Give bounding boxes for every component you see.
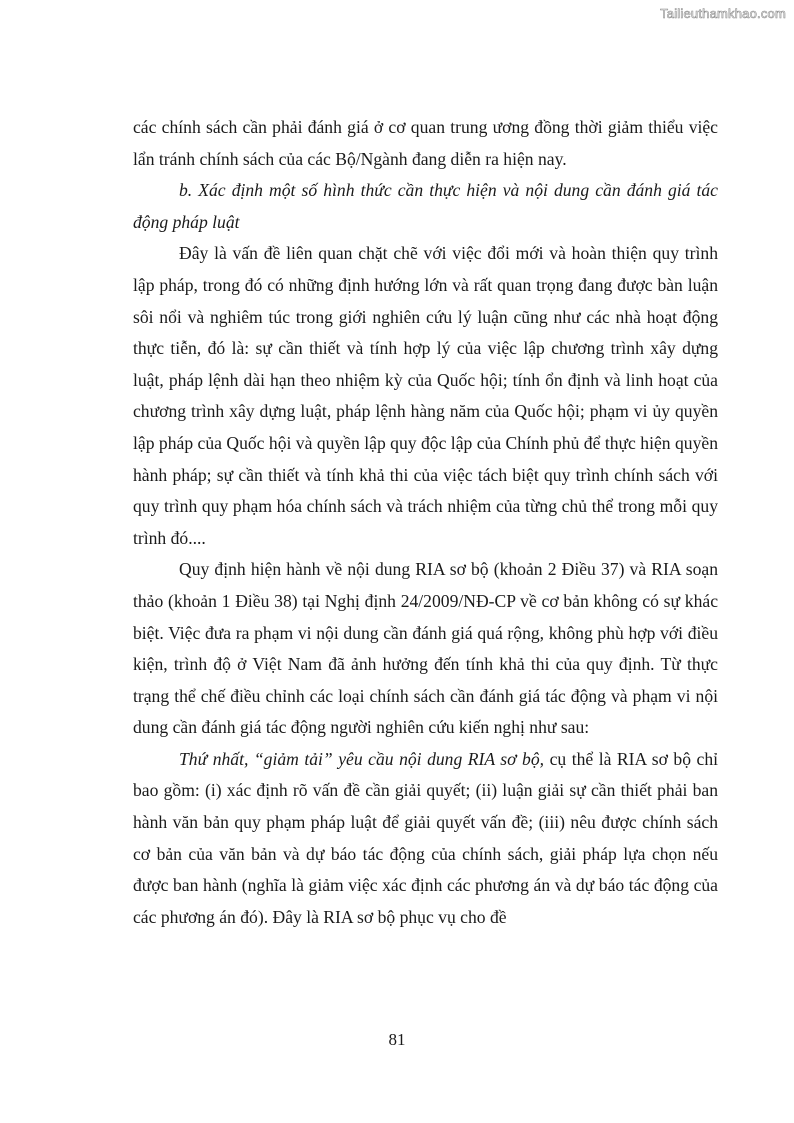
- first-recommendation-lead: Thứ nhất, “giảm tải” yêu cầu nội dung RIA sơ bộ,: [179, 748, 545, 769]
- page-number: 81: [388, 1030, 406, 1049]
- paragraph-continuation: các chính sách cần phải đánh giá ở cơ quan trung ương đồng thời giảm thiểu việc lẩn tránh chính sách của các Bộ/Ngành đang diễn ra hiện nay.: [133, 117, 718, 169]
- page-body: [133, 112, 718, 933]
- first-recommendation-body: cụ thể là RIA sơ bộ chỉ bao gồm: (i) xác định rõ vấn đề cần giải quyết; (ii) luận giải sự cần thiết phải ban hành văn bản quy phạm pháp luật để giải quyết vấn đề; (iii) nêu được chính sách cơ bản của văn bản và dự báo tác động của chính sách, giải pháp lựa chọn nếu được ban hành (nghĩa là giảm việc xác định các phương án và dự báo tác động của các phương án đó). Đây là RIA sơ bộ phục vụ cho đề: [133, 748, 719, 927]
- paragraph-legislative-process: Đây là vấn đề liên quan chặt chẽ với việc đổi mới và hoàn thiện quy trình lập pháp, trong đó có những định hướng lớn và rất quan trọng đang được bàn luận sôi nổi và nghiêm túc trong giới nghiên cứu lý luận cũng như các nhà hoạt động thực tiễn, đó là: sự cần thiết và tính hợp lý của việc lập chương trình xây dựng luật, pháp lệnh dài hạn theo nhiệm kỳ của Quốc hội; tính ổn định và linh hoạt của chương trình xây dựng luật, pháp lệnh hàng năm của Quốc hội; phạm vi ủy quyền lập pháp của Quốc hội và quyền lập quy độc lập của Chính phủ để thực hiện quyền hành pháp; sự cần thiết và tính khả thi của việc tách biệt quy trình chính sách với quy trình quy phạm hóa chính sách và trách nhiệm của từng chủ thể trong mỗi quy trình đó....: [133, 243, 718, 548]
- watermark-text: Tailieuthamkhao.com: [660, 6, 786, 21]
- paragraph-current-regulation: Quy định hiện hành về nội dung RIA sơ bộ (khoản 2 Điều 37) và RIA soạn thảo (khoản 1 Điều 38) tại Nghị định 24/2009/NĐ-CP về cơ bản không có sự khác biệt. Việc đưa ra phạm vi nội dung cần đánh giá quá rộng, không phù hợp với điều kiện, trình độ ở Việt Nam đã ảnh hưởng đến tính khả thi của quy định. Từ thực trạng thể chế điều chỉnh các loại chính sách cần đánh giá tác động và phạm vi nội dung cần đánh giá tác động người nghiên cứu kiến nghị như sau:: [133, 559, 718, 738]
- section-heading-b: b. Xác định một số hình thức cần thực hiện và nội dung cần đánh giá tác động pháp luật: [133, 180, 718, 232]
- paragraph-first-recommendation: [133, 744, 718, 934]
